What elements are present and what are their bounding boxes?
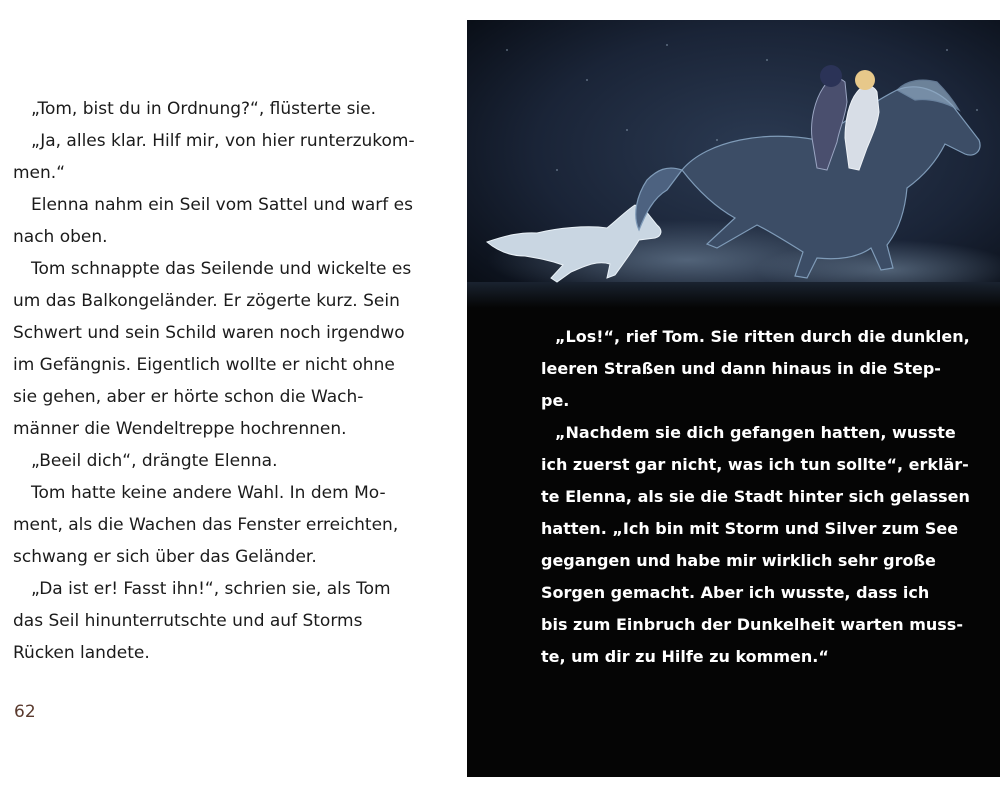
text-line: „Ja, alles klar. Hilf mir, von hier runterzukom- — [31, 131, 415, 151]
text-line: hatten. „Ich bin mit Storm und Silver zum See — [541, 519, 959, 538]
text-line: Schwert und sein Schild waren noch irgendwo — [13, 323, 405, 343]
text-line: schwang er sich über das Geländer. — [13, 547, 317, 567]
text-line: das Seil hinunterrutschte und auf Storms — [13, 611, 363, 631]
text-line: ment, als die Wachen das Fenster erreichten, — [13, 515, 399, 535]
text-line: pe. — [541, 391, 570, 410]
right-page — [467, 20, 1000, 777]
text-line: leeren Straßen und dann hinaus in die Step- — [541, 359, 941, 378]
text-line: gegangen und habe mir wirklich sehr große — [541, 551, 936, 570]
text-line: bis zum Einbruch der Dunkelheit warten muss- — [541, 615, 963, 634]
text-line: Rücken landete. — [13, 643, 150, 663]
text-line: „Los!“, rief Tom. Sie ritten durch die dunklen, — [555, 327, 970, 346]
text-line: „Da ist er! Fasst ihn!“, schrien sie, als Tom — [31, 579, 391, 599]
text-line: Tom hatte keine andere Wahl. In dem Mo- — [31, 483, 386, 503]
text-line: im Gefängnis. Eigentlich wollte er nicht ohne — [13, 355, 395, 375]
text-line: Tom schnappte das Seilende und wickelte es — [31, 259, 412, 279]
page-number: 62 — [14, 702, 36, 722]
text-line: te, um dir zu Hilfe zu kommen.“ — [541, 647, 829, 666]
text-line: Elenna nahm ein Seil vom Sattel und warf es — [31, 195, 413, 215]
text-line: sie gehen, aber er hörte schon die Wach- — [13, 387, 364, 407]
text-line: „Beeil dich“, drängte Elenna. — [31, 451, 278, 471]
text-line: „Tom, bist du in Ordnung?“, flüsterte sie. — [31, 99, 377, 119]
text-line: Sorgen gemacht. Aber ich wusste, dass ich — [541, 583, 930, 602]
text-line: nach oben. — [13, 227, 108, 247]
text-line: um das Balkongeländer. Er zögerte kurz. Sein — [13, 291, 400, 311]
text-line: te Elenna, als sie die Stadt hinter sich gelassen — [541, 487, 970, 506]
text-line: ich zuerst gar nicht, was ich tun sollte“, erklär- — [541, 455, 969, 474]
text-line: männer die Wendeltreppe hochrennen. — [13, 419, 347, 439]
left-page — [0, 0, 467, 800]
text-line: „Nachdem sie dich gefangen hatten, wusste — [555, 423, 956, 442]
night-ride-illustration — [467, 20, 1000, 308]
text-line: men.“ — [13, 163, 66, 183]
